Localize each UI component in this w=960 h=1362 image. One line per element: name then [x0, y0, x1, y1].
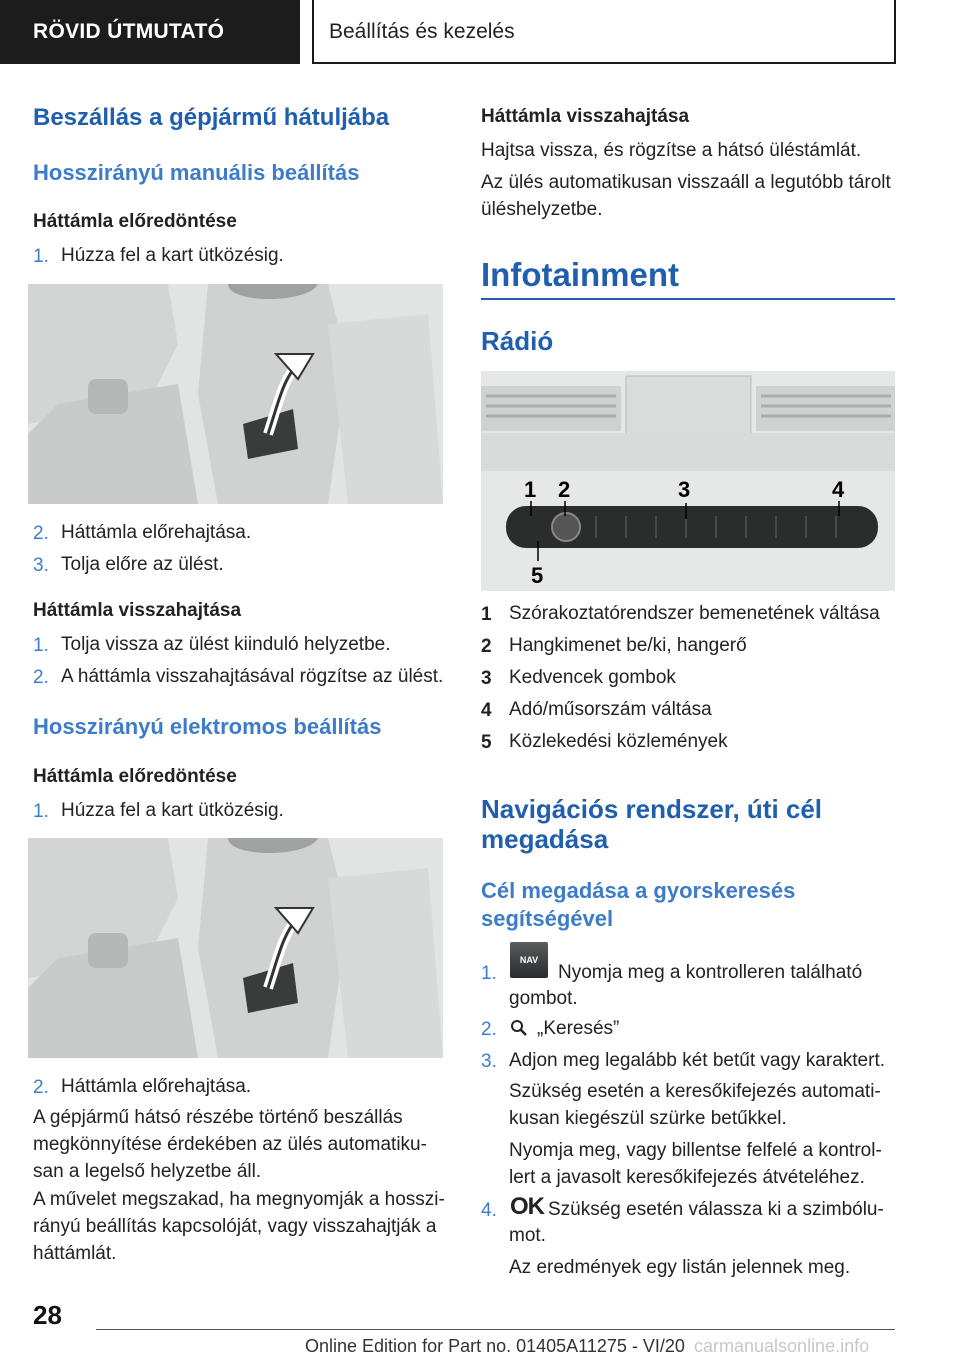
paragraph-line: A gépjármű hátsó részébe történő beszállás: [33, 1107, 403, 1128]
step-text: „Keresés”: [537, 1018, 620, 1039]
step-text: A háttámla visszahajtásával rögzítse az ülést.: [61, 666, 444, 687]
step-number: 2.: [33, 667, 49, 688]
tilt-heading: Háttámla előredöntése: [33, 211, 237, 232]
step-text: Húzza fel a kart ütközésig.: [61, 800, 284, 821]
quick-heading: segítségével: [481, 906, 614, 931]
tilt-heading: Háttámla előredöntése: [33, 766, 237, 787]
legend-text: Közlekedési közlemények: [509, 731, 728, 752]
callout-label: 1: [524, 477, 537, 502]
legend-text: Kedvencek gombok: [509, 667, 676, 688]
callout-label: 5: [531, 563, 544, 588]
nav-heading: Navigációs rendszer, úti cél: [481, 794, 823, 824]
step-text: gombot.: [509, 988, 578, 1009]
paragraph-line: Az ülés automatikusan visszaáll a legutóbb tárolt: [481, 172, 891, 193]
seat-lever-image: [28, 284, 443, 504]
paragraph-line: rányú beállítás kapcsolóját, vagy visszahajtják a: [33, 1216, 437, 1237]
paragraph-line: megkönnyítése érdekében az ülés automatiku-: [33, 1134, 427, 1155]
legend-number: 3: [481, 668, 492, 689]
step-number: 3.: [33, 555, 49, 576]
legend-text: Adó/műsorszám váltása: [509, 699, 712, 720]
step-text: Szükség esetén válassza ki a szimbólu-: [548, 1199, 884, 1220]
step-number: 1.: [33, 246, 49, 267]
legend-number: 4: [481, 700, 492, 721]
step-text: Szükség esetén a keresőkifejezés automati-: [509, 1081, 881, 1102]
header-section: RÖVID ÚTMUTATÓ: [0, 0, 300, 64]
paragraph-line: üléshelyzetbe.: [481, 199, 603, 220]
legend-text: Hangkimenet be/ki, hangerő: [509, 635, 747, 656]
paragraph-line: Hajtsa vissza, és rögzítse a hátsó üléstámlát.: [481, 140, 862, 161]
step-number: 3.: [481, 1051, 497, 1072]
nav-button-icon: NAV: [510, 942, 548, 978]
step-text: lert a javasolt keresőkifejezés átvételéhez.: [509, 1167, 865, 1188]
paragraph-line: háttámlát.: [33, 1243, 117, 1264]
legend-number: 2: [481, 636, 492, 657]
quick-heading: Cél megadása a gyorskeresés: [481, 878, 796, 903]
infotainment-heading: Infotainment: [481, 256, 679, 293]
ok-icon: OK: [510, 1193, 544, 1220]
step-number: 2.: [481, 1019, 497, 1040]
step-text: Húzza fel a kart ütközésig.: [61, 245, 284, 266]
radio-panel-image: [481, 371, 895, 591]
header-chapter: Beállítás és kezelés: [312, 0, 896, 64]
callout-label: 4: [832, 477, 845, 502]
legend-text: Szórakoztatórendszer bemenetének váltása: [509, 603, 880, 624]
step-number: 1.: [481, 963, 497, 984]
electric-heading: Hosszirányú elektromos beállítás: [33, 714, 382, 739]
step-text: Tolja előre az ülést.: [61, 554, 224, 575]
search-icon: [510, 1019, 528, 1037]
heading-rule: [481, 298, 895, 300]
step-text: Nyomja meg a kontrolleren található: [558, 962, 863, 983]
step-number: 1.: [33, 801, 49, 822]
step-number: 2.: [33, 523, 49, 544]
return-heading: Háttámla visszahajtása: [481, 106, 690, 127]
callout-label: 3: [678, 477, 691, 502]
step-text: Az eredmények egy listán jelennek meg.: [509, 1257, 851, 1278]
step-number: 2.: [33, 1077, 49, 1098]
section-title: Beszállás a gépjármű hátuljába: [33, 104, 390, 131]
seat-lever-image: [28, 838, 443, 1058]
edition-text: Online Edition for Part no. 01405A11275 - VI/20: [305, 1336, 685, 1356]
nav-heading: megadása: [481, 824, 609, 854]
paragraph-line: A művelet megszakad, ha megnyomják a hosszi-: [33, 1189, 445, 1210]
callout-label: 2: [558, 477, 571, 502]
watermark: carmanualsonline.info: [690, 1336, 869, 1357]
step-text: kusan kiegészül szürke betűkkel.: [509, 1108, 787, 1129]
step-text: Háttámla előrehajtása.: [61, 522, 252, 543]
step-text: Háttámla előrehajtása.: [61, 1076, 252, 1097]
step-text: Adjon meg legalább két betűt vagy karaktert.: [509, 1050, 886, 1071]
return-heading: Háttámla visszahajtása: [33, 600, 242, 621]
legend-number: 1: [481, 604, 492, 625]
step-number: 1.: [33, 635, 49, 656]
step-text: Nyomja meg, vagy billentse felfelé a kontrol-: [509, 1140, 882, 1161]
step-text: mot.: [509, 1225, 546, 1246]
legend-number: 5: [481, 732, 492, 753]
radio-heading: Rádió: [481, 326, 554, 356]
step-number: 4.: [481, 1200, 497, 1221]
manual-heading: Hosszirányú manuális beállítás: [33, 160, 360, 185]
paragraph-line: san a legelső helyzetbe áll.: [33, 1161, 262, 1182]
footer-rule: [96, 1329, 895, 1330]
step-text: Tolja vissza az ülést kiinduló helyzetbe.: [61, 634, 391, 655]
page-number: 28: [33, 1300, 62, 1330]
